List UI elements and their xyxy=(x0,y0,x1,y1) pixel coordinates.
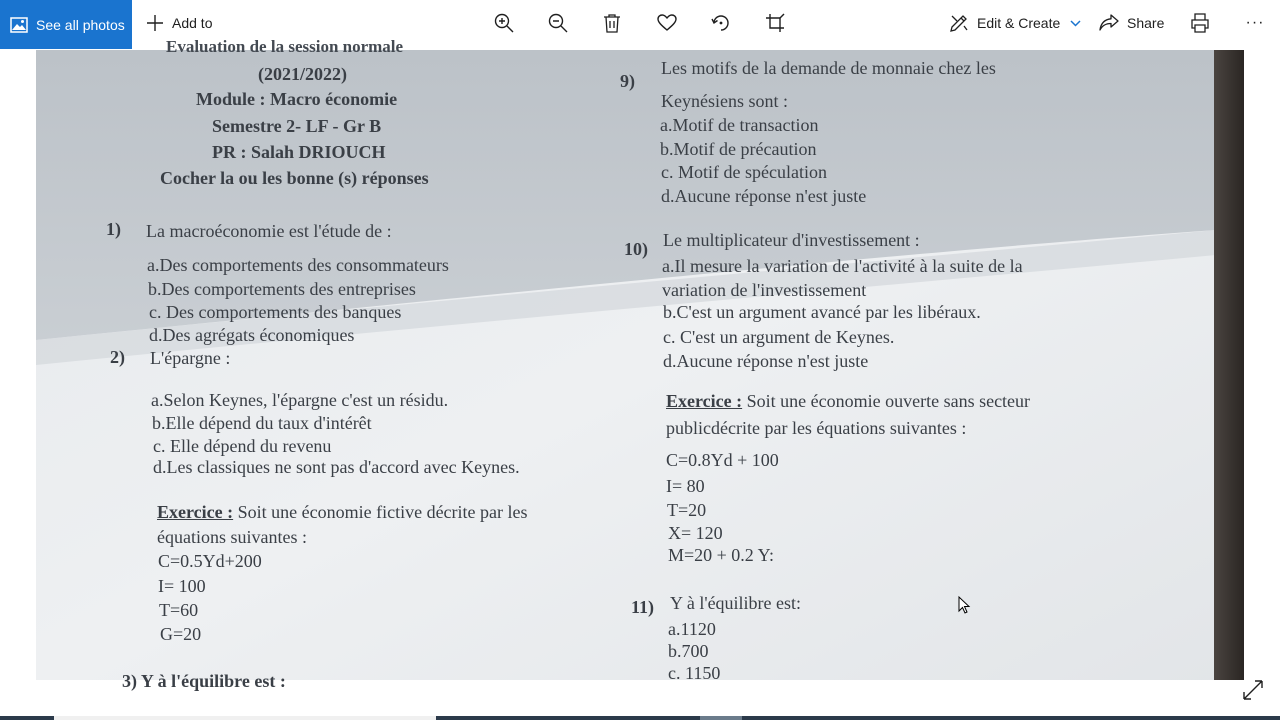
left-exercise-text2: équations suivantes : xyxy=(157,527,307,547)
taskbar-segment-mid xyxy=(700,716,742,720)
left-exercise-label: Exercice : xyxy=(157,502,234,522)
crop-button[interactable] xyxy=(763,11,787,35)
delete-button[interactable] xyxy=(600,11,624,35)
left-equation-i: I= 100 xyxy=(158,576,206,596)
photo-icon xyxy=(10,17,28,33)
right-equation-i: I= 80 xyxy=(666,476,705,496)
q11-number: 11) xyxy=(631,597,655,617)
right-exercise-text2: publicdécrite par les équations suivantes : xyxy=(666,418,967,438)
q9-question-line1: Les motifs de la demande de monnaie chez les xyxy=(661,58,996,78)
edit-create-button[interactable] xyxy=(949,0,1081,46)
rotate-button[interactable] xyxy=(709,11,733,35)
right-equation-m: M=20 + 0.2 Y: xyxy=(668,545,774,565)
fullscreen-button[interactable] xyxy=(1242,679,1264,701)
more-options-button[interactable] xyxy=(1242,11,1268,35)
mouse-cursor-icon xyxy=(958,596,970,614)
q10-option-c: c. C'est un argument de Keynes. xyxy=(663,327,895,347)
taskbar-segment-light xyxy=(54,716,436,720)
heart-icon xyxy=(657,14,677,32)
right-exercise-line1 xyxy=(666,390,1030,412)
expand-icon xyxy=(1242,679,1264,701)
q1-question: La macroéconomie est l'étude de : xyxy=(146,221,392,241)
share-label: Share xyxy=(1127,15,1165,31)
zoom-out-icon xyxy=(548,13,568,33)
q9-number: 9) xyxy=(620,71,635,91)
q9-option-b: b.Motif de précaution xyxy=(660,139,817,159)
q10-option-b: b.C'est un argument avancé par les libéraux. xyxy=(663,302,981,322)
header-semester: Semestre 2- LF - Gr B xyxy=(212,116,382,136)
header-professor: PR : Salah DRIOUCH xyxy=(212,142,386,162)
right-equation-x: X= 120 xyxy=(668,523,723,543)
exam-sheet xyxy=(36,37,1244,691)
zoom-out-button[interactable] xyxy=(546,11,570,35)
q1-option-b: b.Des comportements des entreprises xyxy=(148,279,416,299)
q2-option-a: a.Selon Keynes, l'épargne c'est un résidu. xyxy=(151,390,449,410)
edit-create-label: Edit & Create xyxy=(977,15,1061,31)
q11-option-c: c. 1150 xyxy=(668,663,721,683)
rotate-icon xyxy=(711,13,731,33)
crop-icon xyxy=(765,13,785,33)
photo-viewer[interactable] xyxy=(36,37,1244,691)
print-button[interactable] xyxy=(1188,11,1212,35)
q1-option-d: d.Des agrégats économiques xyxy=(149,325,355,345)
q2-option-b: b.Elle dépend du taux d'intérêt xyxy=(152,413,372,433)
q10-option-a-line1: a.Il mesure la variation de l'activité à la suite de la xyxy=(662,256,1023,276)
q9-option-d: d.Aucune réponse n'est juste xyxy=(661,186,867,206)
left-equation-g: G=20 xyxy=(160,624,202,644)
q9-question-line2: Keynésiens sont : xyxy=(661,91,788,111)
left-equation-t: T=60 xyxy=(159,600,199,620)
plus-icon xyxy=(146,14,164,32)
q2-option-d: d.Les classiques ne sont pas d'accord avec Keynes. xyxy=(153,457,520,477)
q1-number: 1) xyxy=(106,219,121,239)
q11-option-a: a.1120 xyxy=(668,619,716,639)
right-exercise-label: Exercice : xyxy=(666,391,743,411)
share-button[interactable] xyxy=(1099,0,1164,46)
right-exercise-text1: Soit une économie ouverte sans secteur xyxy=(742,391,1031,411)
q3-partial: 3) Y à l'équilibre est : xyxy=(122,671,286,691)
photo-dark-edge xyxy=(1214,50,1244,680)
delete-icon xyxy=(603,13,621,33)
see-all-photos-label: See all photos xyxy=(36,16,125,33)
q1-option-c: c. Des comportements des banques xyxy=(149,302,402,322)
q10-question: Le multiplicateur d'investissement : xyxy=(663,230,920,250)
left-exercise-line1 xyxy=(157,501,528,523)
q10-number: 10) xyxy=(624,239,648,259)
q9-option-a: a.Motif de transaction xyxy=(660,115,819,135)
q2-question: L'épargne : xyxy=(150,348,231,368)
see-all-photos-button[interactable] xyxy=(0,0,132,49)
add-to-label: Add to xyxy=(172,15,213,31)
right-equation-c: C=0.8Yd + 100 xyxy=(666,450,779,470)
zoom-in-icon xyxy=(494,13,514,33)
left-exercise-text1: Soit une économie fictive décrite par les xyxy=(233,502,528,522)
chevron-down-icon xyxy=(1070,20,1081,27)
left-equation-c: C=0.5Yd+200 xyxy=(158,551,262,571)
q1-option-a: a.Des comportements des consommateurs xyxy=(147,255,449,275)
header-module: Module : Macro économie xyxy=(196,89,398,109)
q9-option-c: c. Motif de spéculation xyxy=(661,162,827,182)
right-equation-t: T=20 xyxy=(667,500,707,520)
q2-option-c: c. Elle dépend du revenu xyxy=(153,436,332,456)
zoom-in-button[interactable] xyxy=(492,11,516,35)
header-year: (2021/2022) xyxy=(258,64,347,84)
print-icon xyxy=(1190,13,1210,33)
header-instruction: Cocher la ou les bonne (s) réponses xyxy=(160,168,429,188)
q10-option-d: d.Aucune réponse n'est juste xyxy=(663,351,869,371)
share-icon xyxy=(1099,14,1119,32)
q11-question: Y à l'équilibre est: xyxy=(670,593,802,613)
taskbar-strip xyxy=(0,716,1280,720)
q2-number: 2) xyxy=(110,347,125,367)
more-icon: ··· xyxy=(1245,14,1265,31)
q10-option-a-line2: variation de l'investissement xyxy=(662,280,867,300)
favorite-button[interactable] xyxy=(655,11,679,35)
header-line0: Evaluation de la session normale xyxy=(166,37,404,56)
q11-option-b: b.700 xyxy=(668,641,709,661)
edit-create-icon xyxy=(949,13,969,33)
